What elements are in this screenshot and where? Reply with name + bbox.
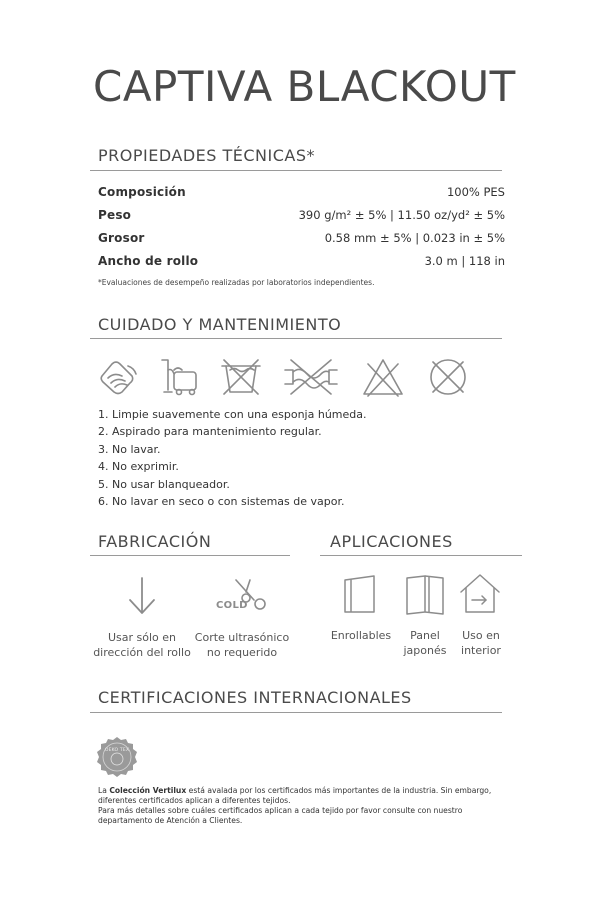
application-caption-roller xyxy=(326,628,396,643)
list-item: 5. No usar blanqueador. xyxy=(98,477,230,491)
application-caption-indoor xyxy=(446,628,516,658)
page-title: CAPTIVA BLACKOUT xyxy=(93,62,516,111)
property-label: Peso xyxy=(98,208,132,222)
caption-line: Corte ultrasónico xyxy=(194,631,290,644)
list-item: 4. No exprimir. xyxy=(98,460,179,474)
care-rule xyxy=(90,338,502,339)
cert-text-line: Para más detalles sobre cuáles certificados aplican a cada tejido por favor consulte con nuestro xyxy=(98,806,463,815)
sponge-hand-icon xyxy=(98,356,140,398)
properties-heading: PROPIEDADES TÉCNICAS* xyxy=(98,146,316,165)
fabrication-rule xyxy=(90,555,290,556)
cold-label: COLD xyxy=(216,600,248,611)
brand-name: Colección Vertilux xyxy=(109,786,187,795)
seal-text: OEKO TEX xyxy=(104,748,130,753)
property-row-roll-width xyxy=(98,251,505,271)
list-item: 3. No lavar. xyxy=(98,442,161,456)
no-dry-clean-icon xyxy=(427,356,469,398)
fabrication-caption-direction xyxy=(92,630,192,660)
list-item: 2. Aspirado para mantenimiento regular. xyxy=(98,425,322,439)
property-label: Grosor xyxy=(98,231,145,245)
properties-note: *Evaluaciones de desempeño realizadas por laboratorios independientes. xyxy=(98,278,375,287)
cert-text-line xyxy=(98,786,503,796)
certifications-text xyxy=(98,786,503,826)
fabrication-heading: FABRICACIÓN xyxy=(98,532,212,551)
certification-seal-icon xyxy=(96,736,138,778)
properties-rule xyxy=(90,170,502,171)
list-item: 1. Limpie suavemente con una esponja húmeda. xyxy=(98,408,367,421)
property-value: 390 g/m² ± 5% | 11.50 oz/yd² ± 5% xyxy=(298,208,505,222)
property-row-thickness xyxy=(98,228,505,248)
applications-heading: APLICACIONES xyxy=(330,532,453,551)
fabrication-caption-cut xyxy=(192,630,292,660)
care-instructions-list xyxy=(98,406,367,510)
no-wring-icon xyxy=(283,356,339,398)
caption-line: Usar sólo en xyxy=(107,631,177,644)
no-wash-icon xyxy=(220,356,262,398)
cert-text-line: diferentes certificados aplican a diferentes tejidos. xyxy=(98,796,291,805)
caption-line: Uso en xyxy=(462,629,500,642)
cert-text-line: departamento de Atención a Clientes. xyxy=(98,816,243,825)
roller-blind-icon xyxy=(343,574,377,616)
property-value: 3.0 m | 118 in xyxy=(424,254,505,268)
caption-line: Enrollables xyxy=(330,629,392,642)
caption-line: Panel xyxy=(410,629,440,642)
caption-line: interior xyxy=(461,644,501,657)
list-item: 6. No lavar en seco o con sistemas de vapor. xyxy=(98,494,345,508)
cold-cut-scissors-icon xyxy=(216,578,272,614)
caption-line: japonés xyxy=(403,644,447,657)
arrow-down-icon xyxy=(127,576,157,616)
property-label: Ancho de rollo xyxy=(98,254,199,268)
caption-line: no requerido xyxy=(206,646,278,659)
caption-line: dirección del rollo xyxy=(93,646,191,659)
cert-text-rest: está avalada por los certificados más importantes de la industria. Sin embargo, xyxy=(186,786,492,795)
care-heading: CUIDADO Y MANTENIMIENTO xyxy=(98,315,342,334)
property-row-weight xyxy=(98,205,505,225)
property-value: 100% PES xyxy=(446,185,505,199)
certifications-heading: CERTIFICACIONES INTERNACIONALES xyxy=(98,688,412,707)
indoor-house-icon xyxy=(459,572,501,616)
property-row-composition xyxy=(98,182,505,202)
cert-text-prefix: La xyxy=(98,786,110,795)
no-bleach-icon xyxy=(362,356,404,398)
applications-rule xyxy=(320,555,522,556)
property-label: Composición xyxy=(98,185,186,199)
vacuum-icon xyxy=(158,356,200,398)
japanese-panel-icon xyxy=(405,574,445,616)
certifications-rule xyxy=(90,712,502,713)
property-value: 0.58 mm ± 5% | 0.023 in ± 5% xyxy=(324,231,505,245)
